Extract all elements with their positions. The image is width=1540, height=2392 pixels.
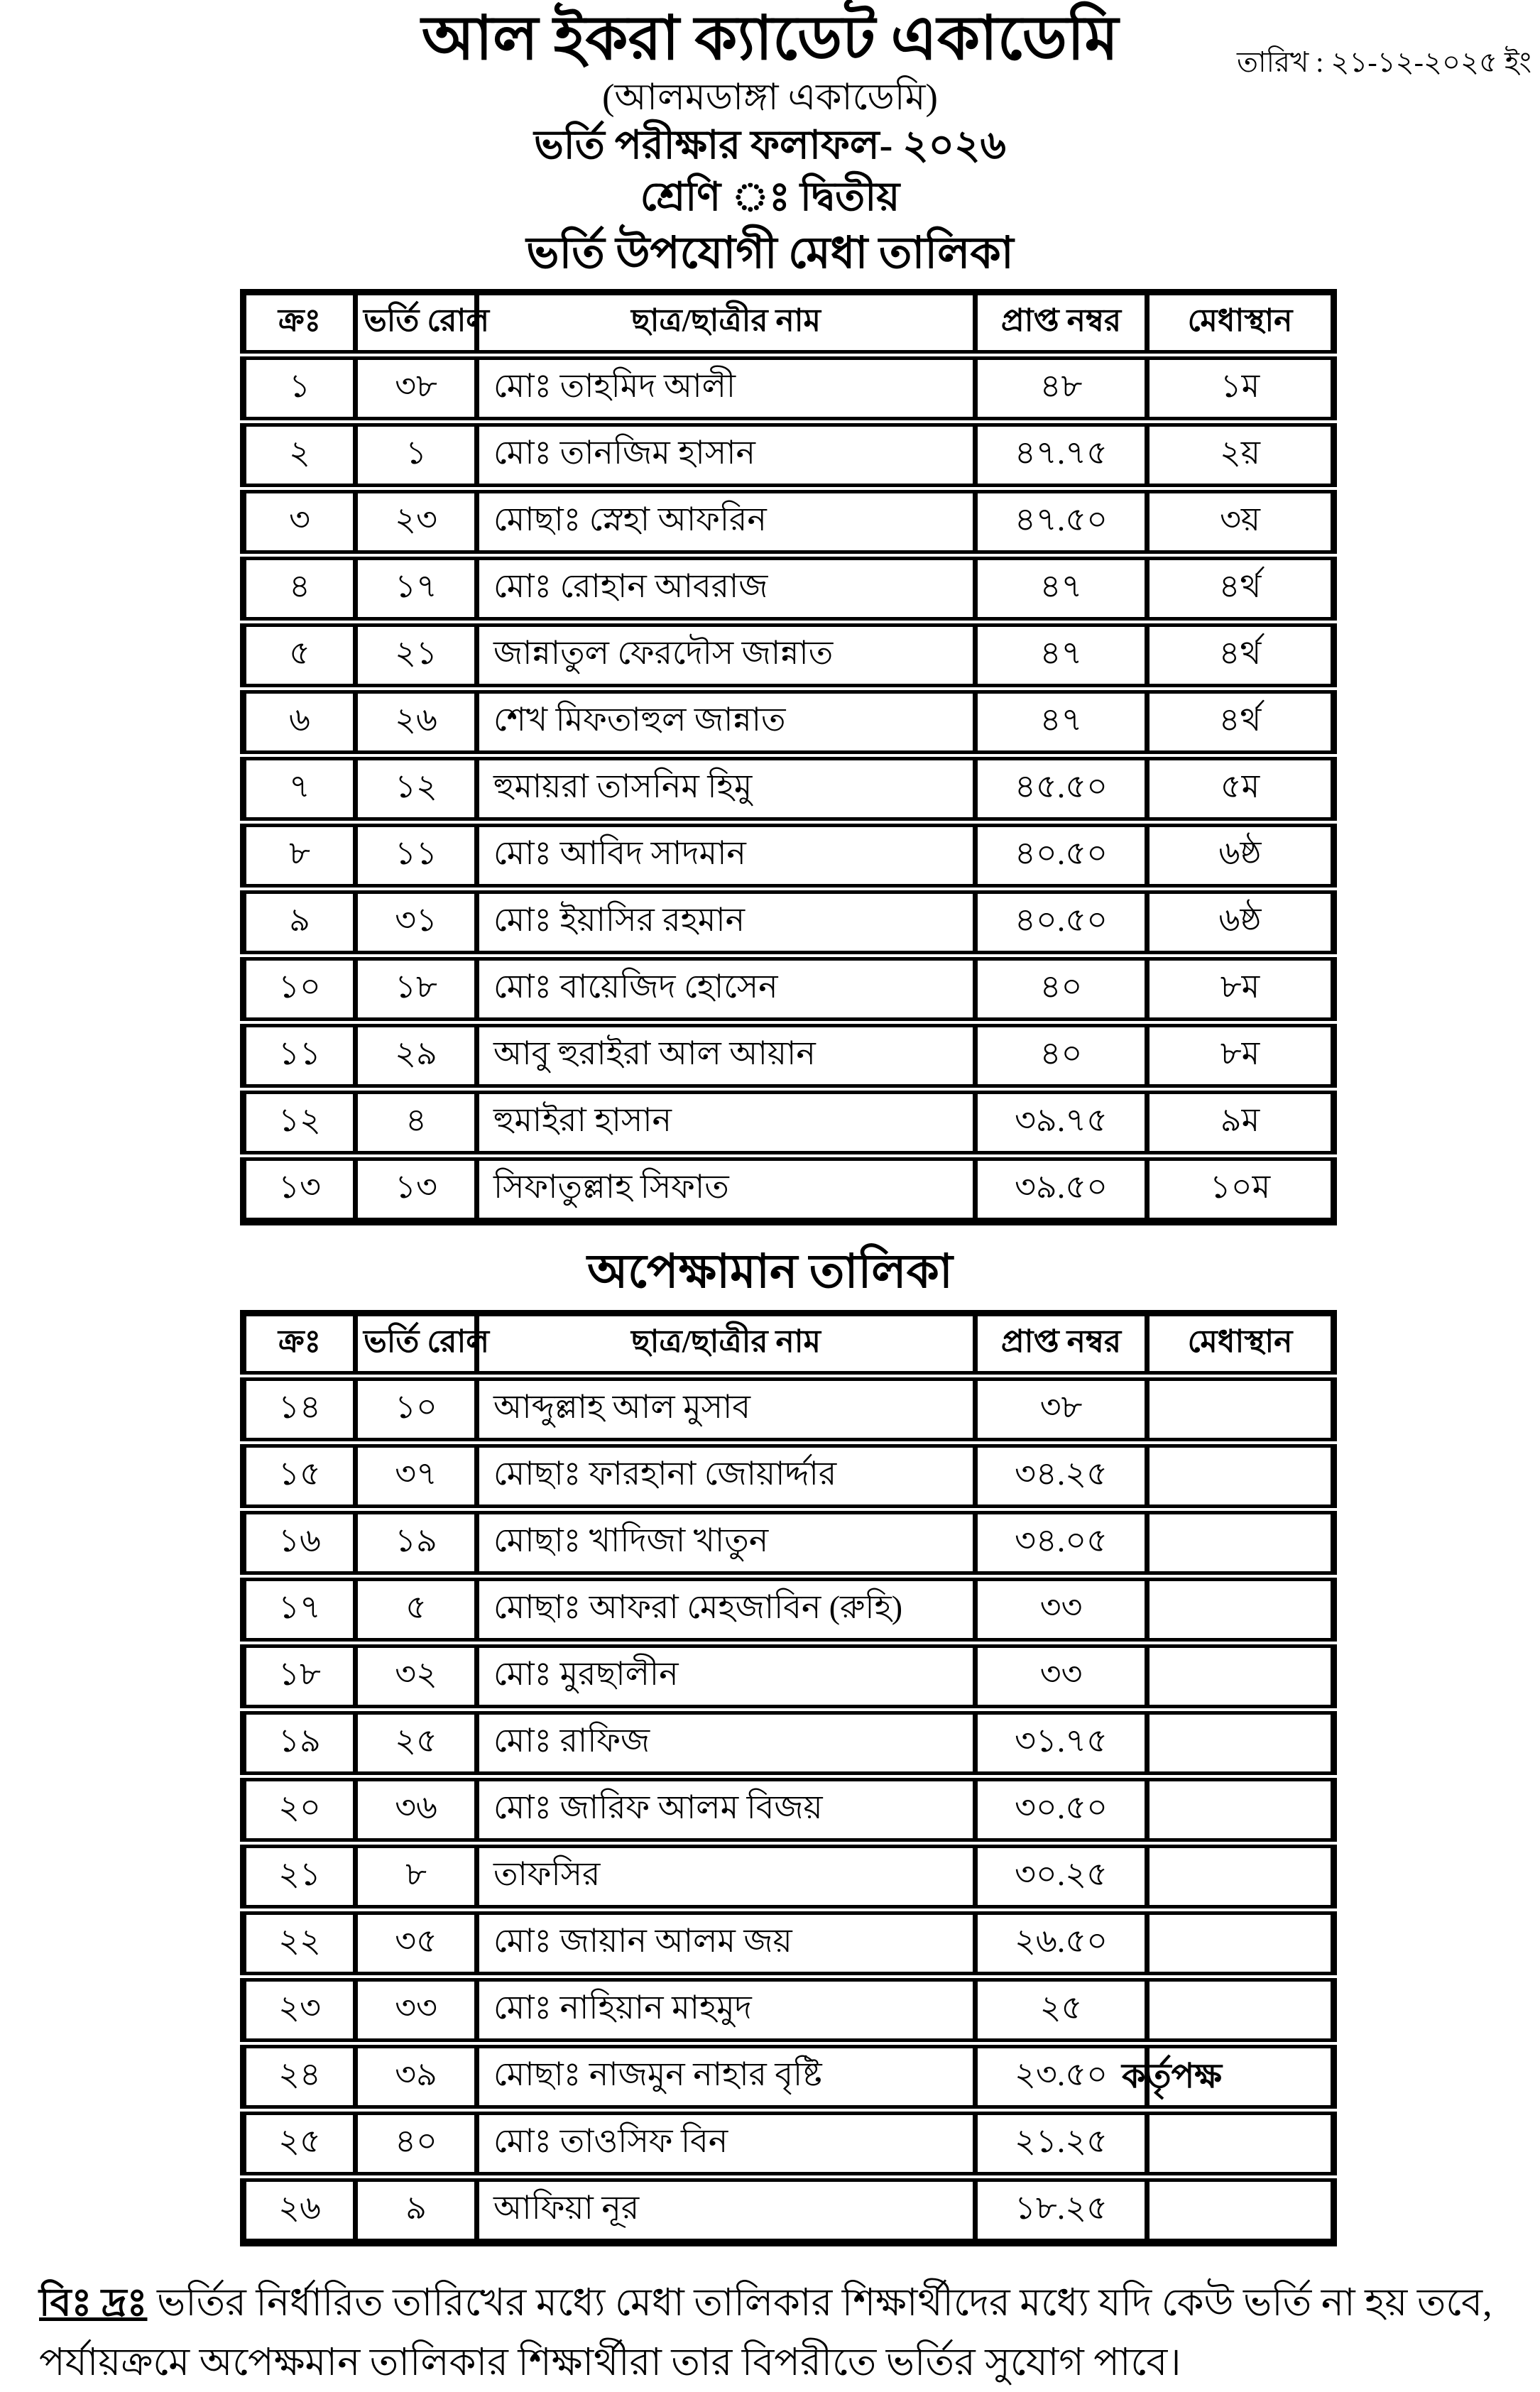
table-cell: ৬ষ্ঠ (1147, 822, 1334, 889)
table-row (244, 1509, 1334, 1576)
table-row (244, 488, 1334, 555)
table-cell: ২য় (1147, 422, 1334, 488)
table-cell: মোঃ নাহিয়ান মাহমুদ (477, 1977, 976, 2043)
merit-list-table (240, 289, 1337, 1225)
table-cell: ৩৮ (976, 1376, 1147, 1443)
table-cell: আবু হুরাইরা আল আয়ান (477, 1022, 976, 1089)
table-cell: ১ম (1147, 355, 1334, 422)
table-cell: ৪র্থ (1147, 555, 1334, 622)
merit-header-row (244, 292, 1334, 355)
table-cell: ৪৭.৫০ (976, 488, 1147, 555)
table-cell: ১৭ (244, 1576, 356, 1643)
column-header-serial: ক্রঃ (244, 1313, 356, 1376)
table-cell: মোছাঃ নাজমুন নাহার বৃষ্টি (477, 2043, 976, 2110)
table-cell: মোঃ বায়েজিদ হোসেন (477, 956, 976, 1022)
table-cell: ২৪ (244, 2043, 356, 2110)
table-row (244, 1710, 1334, 1776)
table-cell: ৪ (244, 555, 356, 622)
table-row (244, 555, 1334, 622)
table-cell: শেখ মিফতাহুল জান্নাত (477, 689, 976, 755)
table-cell: ৮ (356, 1843, 477, 1910)
table-cell (1147, 2110, 1334, 2177)
table-cell: মোঃ আবিদ সাদমান (477, 822, 976, 889)
table-cell: ২ (244, 422, 356, 488)
table-cell: ৪৭ (976, 689, 1147, 755)
table-cell: ১৮ (356, 956, 477, 1022)
column-header-serial: ক্রঃ (244, 292, 356, 355)
table-cell: ৪র্থ (1147, 622, 1334, 689)
table-cell (1147, 1843, 1334, 1910)
table-cell: ১৫ (244, 1443, 356, 1509)
table-cell: ২৩ (244, 1977, 356, 2043)
date-line: তারিখ : ২১-১২-২০২৫ ইং (1236, 46, 1531, 78)
table-cell: ১৬ (244, 1509, 356, 1576)
table-cell: ১১ (356, 822, 477, 889)
table-row (244, 1089, 1334, 1156)
table-cell: ১১ (244, 1022, 356, 1089)
table-cell: ২৫ (976, 1977, 1147, 2043)
table-cell: ১৭ (356, 555, 477, 622)
table-cell: ৩৯.৭৫ (976, 1089, 1147, 1156)
column-header-marks: প্রাপ্ত নম্বর (976, 292, 1147, 355)
table-cell: ৪৭.৭৫ (976, 422, 1147, 488)
table-row (244, 1576, 1334, 1643)
table-row (244, 1977, 1334, 2043)
table-cell: জান্নাতুল ফেরদৌস জান্নাত (477, 622, 976, 689)
table-cell: ৫ (356, 1576, 477, 1643)
column-header-student-name: ছাত্র/ছাত্রীর নাম (477, 1313, 976, 1376)
table-cell: মোঃ রাফিজ (477, 1710, 976, 1776)
table-cell: ৭ (244, 755, 356, 822)
table-cell: ১২ (356, 755, 477, 822)
waiting-header-row (244, 1313, 1334, 1376)
table-row (244, 422, 1334, 488)
column-header-roll: ভর্তি রোল (356, 1313, 477, 1376)
table-cell: ৩৪.০৫ (976, 1509, 1147, 1576)
table-row (244, 822, 1334, 889)
footnote-prefix: বিঃ দ্রঃ (39, 2281, 148, 2324)
table-cell (1147, 1710, 1334, 1776)
table-cell: ৯ম (1147, 1089, 1334, 1156)
table-cell: ৩৯.৫০ (976, 1156, 1147, 1222)
table-cell: মোঃ জারিফ আলম বিজয় (477, 1776, 976, 1843)
table-cell: ৩৬ (356, 1776, 477, 1843)
table-cell (1147, 2177, 1334, 2243)
table-row (244, 956, 1334, 1022)
table-cell: মোছাঃ খাদিজা খাতুন (477, 1509, 976, 1576)
table-cell: ১৩ (244, 1156, 356, 1222)
table-cell: ২১ (356, 622, 477, 689)
table-cell: মোঃ তানজিম হাসান (477, 422, 976, 488)
table-cell: ৫ম (1147, 755, 1334, 822)
table-cell: ১০ম (1147, 1156, 1334, 1222)
table-cell: ১ (244, 355, 356, 422)
table-cell: ৩৩ (976, 1643, 1147, 1710)
table-cell: তাফসির (477, 1843, 976, 1910)
table-cell: ৪০.৫০ (976, 822, 1147, 889)
table-cell: আফিয়া নূর (477, 2177, 976, 2243)
table-cell: ৪৮ (976, 355, 1147, 422)
table-cell: মোছাঃ আফরা মেহজাবিন (রুহি) (477, 1576, 976, 1643)
table-cell: ৩৮ (356, 355, 477, 422)
table-cell: ৪৭ (976, 622, 1147, 689)
table-cell: ৩৯ (356, 2043, 477, 2110)
table-cell: ২৬ (244, 2177, 356, 2243)
table-row (244, 755, 1334, 822)
table-cell: আব্দুল্লাহ আল মুসাব (477, 1376, 976, 1443)
table-cell (1147, 1910, 1334, 1977)
table-row (244, 622, 1334, 689)
table-cell: ১ (356, 422, 477, 488)
table-cell: ৩১ (356, 889, 477, 956)
table-cell: ২৬ (356, 689, 477, 755)
table-cell (1147, 1376, 1334, 1443)
table-row (244, 1376, 1334, 1443)
table-cell: ১৮.২৫ (976, 2177, 1147, 2243)
table-cell: ৪র্থ (1147, 689, 1334, 755)
table-cell: ৯ (244, 889, 356, 956)
table-cell: ৩৭ (356, 1443, 477, 1509)
table-cell: ৪ (356, 1089, 477, 1156)
table-cell: মোঃ তাহমিদ আলী (477, 355, 976, 422)
table-cell (1147, 1643, 1334, 1710)
table-row (244, 1443, 1334, 1509)
signature-authority: কর্তৃপক্ষ (1122, 2058, 1223, 2095)
table-cell: মোঃ ইয়াসির রহমান (477, 889, 976, 956)
table-cell: ৩৪.২৫ (976, 1443, 1147, 1509)
table-row (244, 689, 1334, 755)
table-cell: মোছাঃ স্নেহা আফরিন (477, 488, 976, 555)
footnote (39, 2273, 1533, 2392)
table-cell: ১৩ (356, 1156, 477, 1222)
table-cell: ৩৩ (976, 1576, 1147, 1643)
column-header-roll: ভর্তি রোল (356, 292, 477, 355)
table-cell: ৫ (244, 622, 356, 689)
table-cell: ৩ (244, 488, 356, 555)
merit-list-title: ভর্তি উপযোগী মেধা তালিকা (526, 229, 1014, 278)
table-cell: ৩২ (356, 1643, 477, 1710)
table-cell: ৮ম (1147, 1022, 1334, 1089)
table-cell: ২৫ (356, 1710, 477, 1776)
table-cell: ৩৫ (356, 1910, 477, 1977)
table-cell: ৬ষ্ঠ (1147, 889, 1334, 956)
table-cell: ১৯ (356, 1509, 477, 1576)
table-cell: হুমাইরা হাসান (477, 1089, 976, 1156)
table-cell: ৩৩ (356, 1977, 477, 2043)
table-cell: ৪০ (976, 1022, 1147, 1089)
table-cell: ১০ (356, 1376, 477, 1443)
table-cell: ৬ (244, 689, 356, 755)
table-cell: ১৮ (244, 1643, 356, 1710)
table-row (244, 2177, 1334, 2243)
table-cell: ৪০.৫০ (976, 889, 1147, 956)
branch-name: (আলমডাঙ্গা একাডেমি) (602, 77, 938, 119)
table-cell: ৪০ (976, 956, 1147, 1022)
table-cell: ৩০.২৫ (976, 1843, 1147, 1910)
class-line: শ্রেণি ঃ দ্বিতীয় (640, 175, 900, 220)
table-row (244, 1643, 1334, 1710)
table-cell: ৩য় (1147, 488, 1334, 555)
footnote-text: ভর্তির নির্ধারিত তারিখের মধ্যে মেধা তালিকার শিক্ষার্থীদের মধ্যে যদি কেউ ভর্তি না হয় তবে, পর্যায়ক্রমে অপেক্ষমান তালিকার শিক্ষার্থীরা তার বিপরীতে ভর্তির সুযোগ পাবে। (39, 2281, 1492, 2383)
table-cell: মোঃ জায়ান আলম জয় (477, 1910, 976, 1977)
table-cell (1147, 1977, 1334, 2043)
table-row (244, 1156, 1334, 1222)
table-cell: মোঃ রোহান আবরাজ (477, 555, 976, 622)
table-cell: ৮ম (1147, 956, 1334, 1022)
table-cell: ৪৭ (976, 555, 1147, 622)
table-cell: ১০ (244, 956, 356, 1022)
table-cell: ২০ (244, 1776, 356, 1843)
table-cell: ১২ (244, 1089, 356, 1156)
table-cell (1147, 1776, 1334, 1843)
table-cell (1147, 1509, 1334, 1576)
table-cell (1147, 1576, 1334, 1643)
table-row (244, 889, 1334, 956)
table-cell: মোঃ মুরছালীন (477, 1643, 976, 1710)
table-cell: মোছাঃ ফারহানা জোয়ার্দ্দার (477, 1443, 976, 1509)
table-cell: ১৪ (244, 1376, 356, 1443)
table-cell: ৩০.৫০ (976, 1776, 1147, 1843)
table-cell: ৮ (244, 822, 356, 889)
column-header-marks: প্রাপ্ত নম্বর (976, 1313, 1147, 1376)
table-cell: হুমায়রা তাসনিম হিমু (477, 755, 976, 822)
table-cell: ২১.২৫ (976, 2110, 1147, 2177)
table-row (244, 355, 1334, 422)
table-cell: ৩১.৭৫ (976, 1710, 1147, 1776)
table-cell: ২১ (244, 1843, 356, 1910)
table-cell: ৯ (356, 2177, 477, 2243)
result-title: ভর্তি পরীক্ষার ফলাফল- ২০২৬ (534, 123, 1006, 168)
table-cell (1147, 1443, 1334, 1509)
table-row (244, 2110, 1334, 2177)
table-cell: ২৫ (244, 2110, 356, 2177)
table-cell: ২৩ (356, 488, 477, 555)
table-cell: মোঃ তাওসিফ বিন (477, 2110, 976, 2177)
waiting-list-title: অপেক্ষামান তালিকা (587, 1245, 953, 1298)
table-cell: ২৩.৫০ (976, 2043, 1147, 2110)
table-cell: ২৯ (356, 1022, 477, 1089)
column-header-student-name: ছাত্র/ছাত্রীর নাম (477, 292, 976, 355)
table-cell: ৪৫.৫০ (976, 755, 1147, 822)
column-header-merit-position: মেধাস্থান (1147, 292, 1334, 355)
table-cell: ২২ (244, 1910, 356, 1977)
table-row (244, 1022, 1334, 1089)
table-cell: ২৬.৫০ (976, 1910, 1147, 1977)
academy-name: আল ইকরা ক্যাডেট একাডেমি (421, 4, 1119, 72)
column-header-merit-position: মেধাস্থান (1147, 1313, 1334, 1376)
table-cell: ১৯ (244, 1710, 356, 1776)
table-cell: ৪০ (356, 2110, 477, 2177)
table-cell: সিফাতুল্লাহ সিফাত (477, 1156, 976, 1222)
table-row (244, 1776, 1334, 1843)
table-row (244, 1843, 1334, 1910)
table-row (244, 1910, 1334, 1977)
